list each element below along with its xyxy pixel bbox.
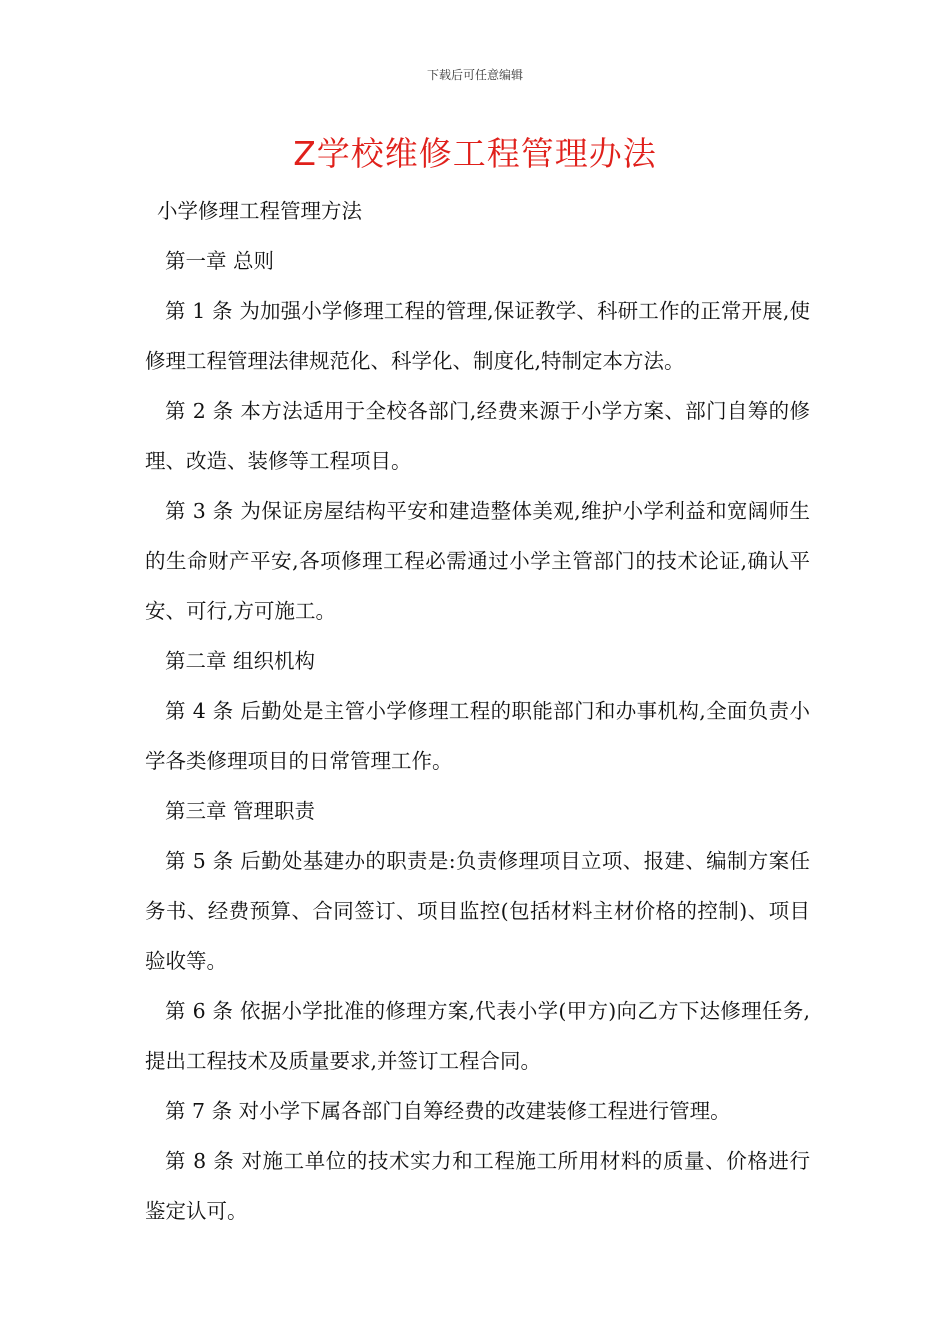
chapter-heading: 第三章 管理职责 [165, 799, 316, 823]
article-paragraph: 第 4 条 后勤处是主管小学修理工程的职能部门和办事机构,全面负责小学各类修理项目的日常管理工作。 [145, 699, 810, 773]
chapter-heading: 第二章 组织机构 [165, 649, 316, 673]
article-paragraph: 第 6 条 依据小学批准的修理方案,代表小学(甲方)向乙方下达修理任务,提出工程技术及质量要求,并签订工程合同。 [145, 999, 810, 1073]
header-note: 下载后可任意编辑 [426, 68, 523, 82]
article-paragraph: 第 8 条 对施工单位的技术实力和工程施工所用材料的质量、价格进行鉴定认可。 [145, 1149, 810, 1223]
article-paragraph: 第 7 条 对小学下属各部门自筹经费的改建装修工程进行管理。 [165, 1099, 731, 1123]
article-paragraph: 第 2 条 本方法适用于全校各部门,经费来源于小学方案、部门自筹的修理、改造、装修等工程项目。 [145, 399, 810, 473]
document-body [145, 186, 810, 1236]
chapter-heading: 第一章 总则 [165, 249, 275, 273]
article-paragraph: 第 3 条 为保证房屋结构平安和建造整体美观,维护小学利益和宽阔师生的生命财产平安,各项修理工程必需通过小学主管部门的技术论证,确认平安、可行,方可施工。 [145, 499, 810, 623]
document-title: Z学校维修工程管理办法 [293, 134, 657, 173]
article-paragraph: 第 1 条 为加强小学修理工程的管理,保证教学、科研工作的正常开展,使修理工程管理法律规范化、科学化、制度化,特制定本方法。 [145, 299, 810, 373]
article-paragraph: 第 5 条 后勤处基建办的职责是:负责修理项目立项、报建、编制方案任务书、经费预算、合同签订、项目监控(包括材料主材价格的控制)、项目验收等。 [145, 849, 810, 973]
subtitle: 小学修理工程管理方法 [157, 199, 362, 223]
